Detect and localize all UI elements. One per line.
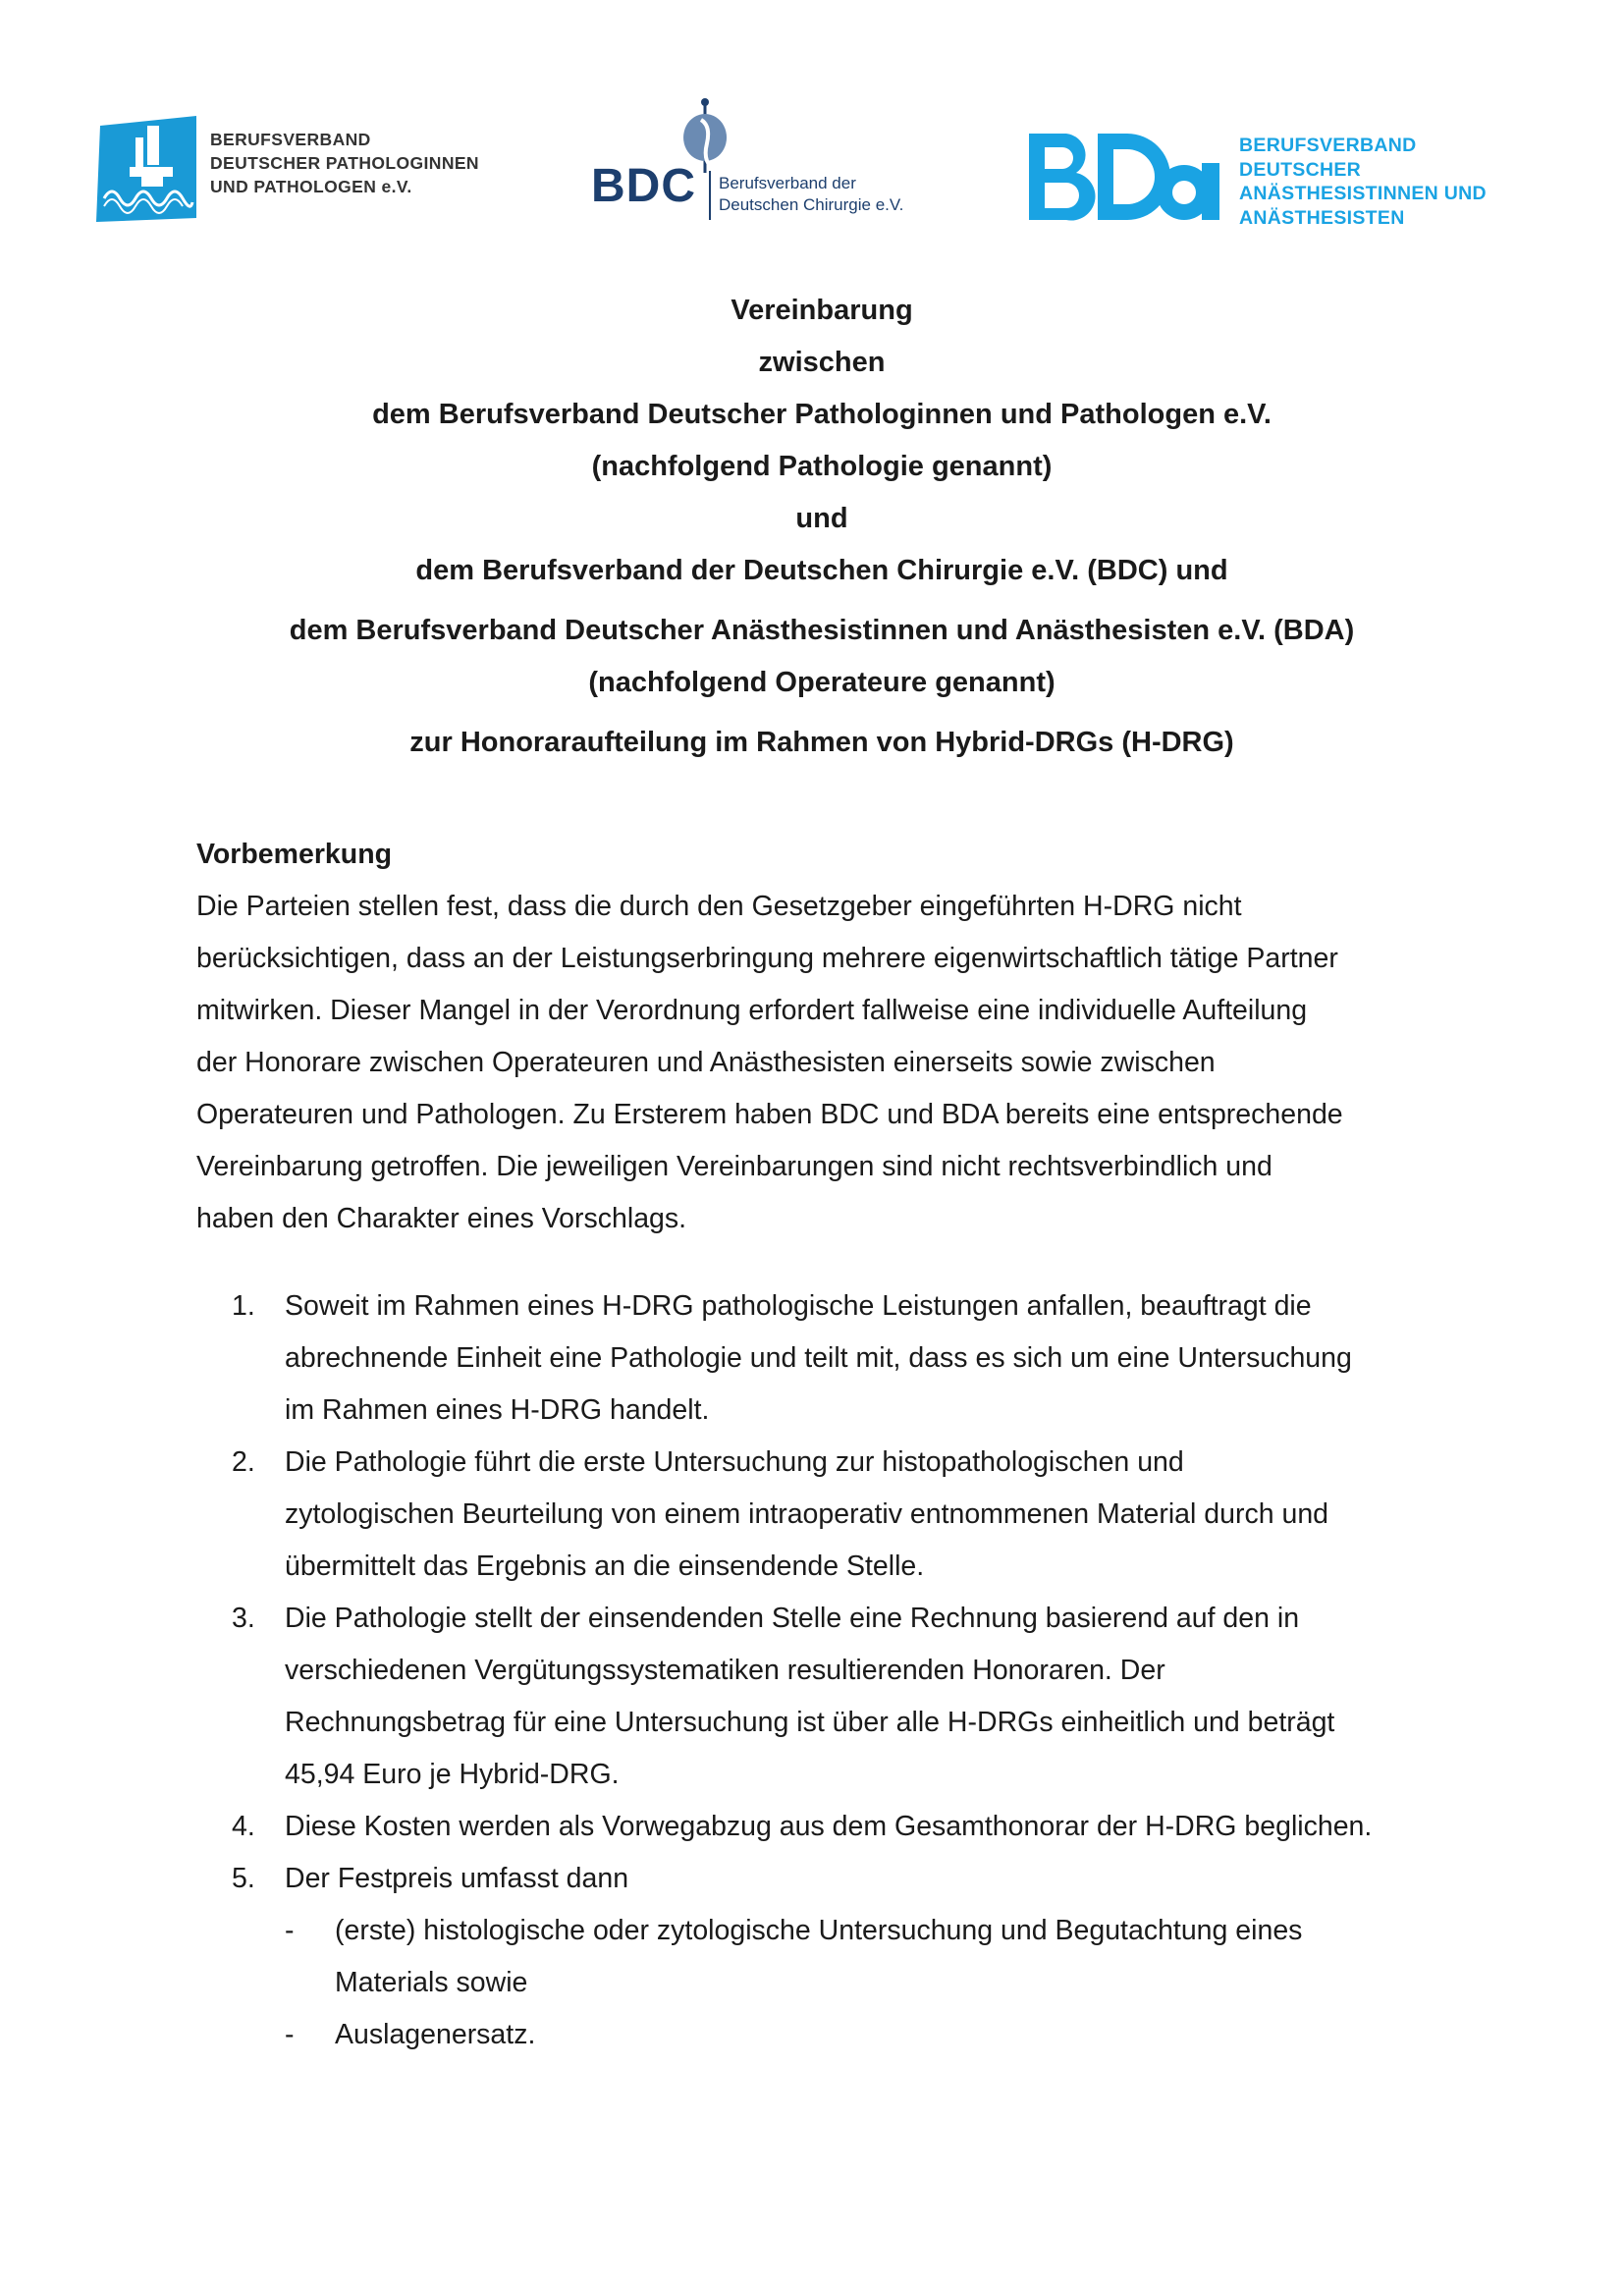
bda-logo-line: DEUTSCHER: [1239, 158, 1362, 181]
bdp-logo-line: UND PATHOLOGEN e.V.: [210, 177, 412, 196]
paragraph-line: haben den Charakter eines Vorschlags.: [196, 1203, 687, 1234]
preamble-paragraph: [196, 881, 1473, 1245]
sub-list-dash: -: [285, 2019, 295, 2050]
paragraph-line: berücksichtigen, dass an der Leistungserbringung mehrere eigenwirtschaftlich tätige Partner: [196, 943, 1338, 974]
paragraph-line: Vereinbarung getroffen. Die jeweiligen Vereinbarungen sind nicht rechtsverbindlich und: [196, 1151, 1272, 1182]
numbered-list: [196, 1280, 1473, 2061]
list-item: [196, 1853, 1473, 2061]
list-item-line: Soweit im Rahmen eines H-DRG pathologische Leistungen anfallen, beauftragt die: [285, 1290, 1312, 1322]
list-number: 2.: [232, 1446, 255, 1478]
logo-bda: [1029, 134, 1540, 228]
section-heading: Vorbemerkung: [196, 839, 393, 870]
bdc-abbreviation: BDC: [591, 160, 696, 212]
bda-logo-line: ANÄSTHESISTINNEN UND: [1239, 183, 1487, 204]
list-item: [196, 1437, 1473, 1593]
list-item-line: im Rahmen eines H-DRG handelt.: [285, 1394, 710, 1426]
list-item: [196, 1280, 1473, 1437]
paragraph-line: Operateuren und Pathologen. Zu Ersterem haben BDC und BDA bereits eine entsprechende: [196, 1099, 1343, 1130]
title-line: dem Berufsverband Deutscher Anästhesistinnen und Anästhesisten e.V. (BDA): [289, 615, 1355, 646]
sub-list-item: [285, 2009, 1473, 2061]
title-line: und: [795, 503, 848, 534]
list-item-line: Die Pathologie stellt der einsendenden Stelle eine Rechnung basierend auf den in: [285, 1603, 1300, 1634]
title-line: Vereinbarung: [731, 295, 913, 326]
logo-bdp: [96, 110, 479, 226]
list-item-line: abrechnende Einheit eine Pathologie und teilt mit, dass es sich um eine Untersuchung: [285, 1342, 1352, 1374]
title-line: (nachfolgend Pathologie genannt): [591, 451, 1053, 482]
bda-logo-line: ANÄSTHESISTEN: [1239, 206, 1405, 229]
sub-list-dash: -: [285, 1915, 295, 1946]
bdc-divider: [709, 171, 711, 220]
paragraph-line: mitwirken. Dieser Mangel in der Verordnung erfordert fallweise eine individuelle Aufteilung: [196, 995, 1308, 1026]
title-line: dem Berufsverband der Deutschen Chirurgie e.V. (BDC) und: [415, 555, 1228, 586]
list-item-line: Die Pathologie führt die erste Untersuchung zur histopathologischen und: [285, 1446, 1184, 1478]
title-line: zur Honoraraufteilung im Rahmen von Hybrid-DRGs (H-DRG): [409, 727, 1234, 758]
sub-list-item: [285, 1905, 1473, 2009]
list-item-line: Rechnungsbetrag für eine Untersuchung ist über alle H-DRGs einheitlich und beträgt: [285, 1707, 1335, 1738]
sub-list-item-line: Materials sowie: [335, 1967, 528, 1998]
list-item-line: zytologischen Beurteilung von einem intraoperativ entnommenen Material durch und: [285, 1498, 1329, 1530]
bdp-logo-icon: [96, 116, 200, 222]
title-line: zwischen: [758, 347, 886, 378]
bdp-logo-line: DEUTSCHER PATHOLOGINNEN: [210, 153, 479, 173]
sub-list-item-line: (erste) histologische oder zytologische Untersuchung und Begutachtung eines: [335, 1915, 1303, 1946]
bdc-logo-text: [719, 173, 903, 216]
bdp-logo-line: BERUFSVERBAND: [210, 130, 371, 149]
list-item: [196, 1593, 1473, 1801]
list-item: [196, 1801, 1473, 1853]
sub-list-item-line: Auslagenersatz.: [335, 2019, 536, 2050]
title-line: (nachfolgend Operateure genannt): [588, 667, 1056, 698]
bda-logo-icon: [1029, 134, 1225, 224]
bda-logo-text: [1239, 134, 1487, 230]
sub-list: [285, 1905, 1473, 2061]
bdp-logo-text: [210, 128, 479, 198]
logo-bdc: [591, 94, 925, 226]
list-item-line: Der Festpreis umfasst dann: [285, 1863, 629, 1894]
list-number: 4.: [232, 1811, 255, 1842]
list-item-line: verschiedenen Vergütungssystematiken resultierenden Honoraren. Der: [285, 1655, 1165, 1686]
title-line: dem Berufsverband Deutscher Pathologinnen und Pathologen e.V.: [372, 399, 1272, 430]
document-title: [0, 285, 1624, 769]
list-number: 5.: [232, 1863, 255, 1894]
paragraph-line: Die Parteien stellen fest, dass die durch den Gesetzgeber eingeführten H-DRG nicht: [196, 891, 1242, 922]
list-item-line: 45,94 Euro je Hybrid-DRG.: [285, 1759, 620, 1790]
paragraph-line: der Honorare zwischen Operateuren und Anästhesisten einerseits sowie zwischen: [196, 1047, 1216, 1078]
document-body: [196, 829, 1473, 2061]
list-number: 1.: [232, 1290, 255, 1322]
bda-logo-line: BERUFSVERBAND: [1239, 135, 1417, 156]
bdc-logo-line: Berufsverband der: [719, 174, 856, 192]
list-item-line: Diese Kosten werden als Vorwegabzug aus dem Gesamthonorar der H-DRG beglichen.: [285, 1811, 1373, 1842]
bdc-logo-line: Deutschen Chirurgie e.V.: [719, 195, 904, 214]
list-item-line: übermittelt das Ergebnis an die einsendende Stelle.: [285, 1551, 925, 1582]
list-number: 3.: [232, 1603, 255, 1634]
